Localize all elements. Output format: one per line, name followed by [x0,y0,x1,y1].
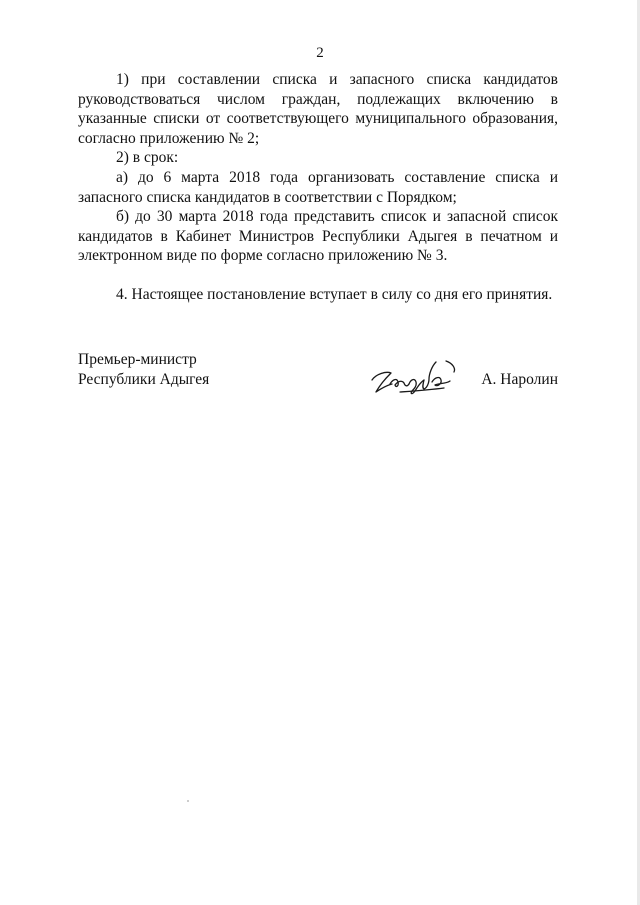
document-body [78,70,558,305]
handwritten-signature [366,358,460,400]
signer-name: А. Наролин [481,370,558,388]
signer-title [78,350,209,389]
signature-block [78,350,558,400]
paragraph-1-item-1: 1) при составлении списка и запасного списка кандидатов руководствоваться числом граждан, подлежащих включению в указанные списки от соответствующего муниципального образования, согласно приложению № 2; [78,71,558,147]
paragraph-subitem-a: а) до 6 марта 2018 года организовать составление списка и запасного списка кандидатов в соответствии с Порядком; [78,168,558,206]
page-number: 2 [316,45,324,61]
signer-title-line-2: Республики Адыгея [78,370,210,388]
paragraph-4-effective-date: 4. Настоящее постановление вступает в силу со дня его принятия. [116,285,553,303]
paragraph-1-item-2: 2) в срок: [116,149,179,167]
scan-speck [187,800,189,802]
signer-title-line-1: Премьер-министр [78,351,197,368]
paragraph-subitem-b: б) до 30 марта 2018 года представить список и запасной список кандидатов в Кабинет Министров Республики Адыгея в печатном и электронном виде по форме согласно приложению № 3. [78,208,558,265]
